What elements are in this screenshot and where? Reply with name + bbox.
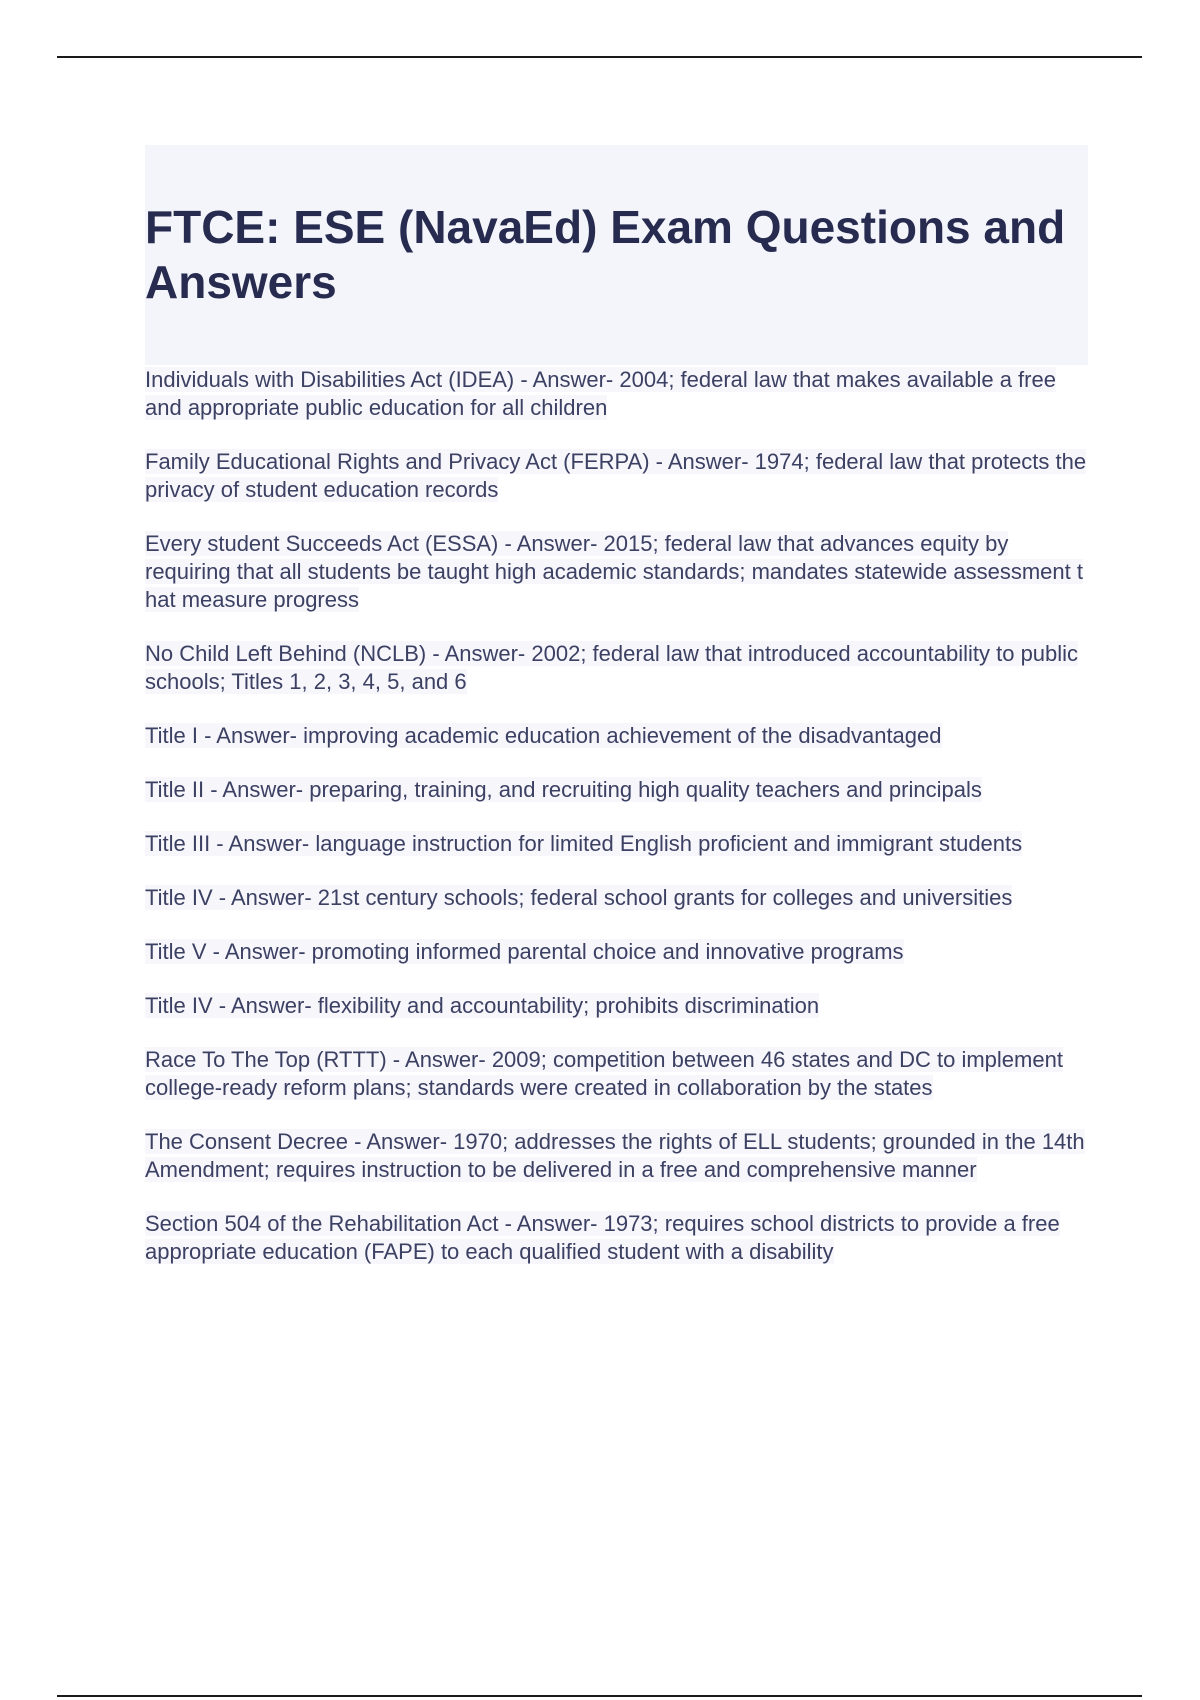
qa-item-idea — [145, 366, 1090, 422]
qa-item-title-iv — [145, 884, 1090, 912]
qa-text: Title IV - Answer- 21st century schools; federal school grants for colleges and universities — [145, 885, 1013, 910]
qa-text: The Consent Decree - Answer- 1970; addresses the rights of ELL students; grounded in the 14th Amendment; requires instruction to be delivered in a free and comprehensive manner — [145, 1129, 1085, 1182]
qa-text: Individuals with Disabilities Act (IDEA) - Answer- 2004; federal law that makes available a free and appropriate public education for all children — [145, 367, 1056, 420]
qa-item-essa — [145, 530, 1090, 614]
bottom-divider — [57, 1695, 1142, 1697]
qa-text: Family Educational Rights and Privacy Act (FERPA) - Answer- 1974; federal law that protects the privacy of student education records — [145, 449, 1087, 502]
qa-item-rttt — [145, 1046, 1090, 1102]
qa-item-title-iv-b — [145, 992, 1090, 1020]
qa-list — [145, 366, 1090, 1292]
qa-item-title-ii — [145, 776, 1090, 804]
qa-text: Title II - Answer- preparing, training, and recruiting high quality teachers and principals — [145, 777, 982, 802]
page-title: FTCE: ESE (NavaEd) Exam Questions and Answers — [145, 201, 1066, 308]
qa-text: Title IV - Answer- flexibility and accountability; prohibits discrimination — [145, 993, 820, 1018]
qa-item-title-iii — [145, 830, 1090, 858]
qa-item-nclb — [145, 640, 1090, 696]
qa-text: Race To The Top (RTTT) - Answer- 2009; competition between 46 states and DC to implement college-ready reform plans; standards were created in collaboration by the states — [145, 1047, 1063, 1100]
qa-text: Every student Succeeds Act (ESSA) - Answer- 2015; federal law that advances equity by requiring that all students be taught high academic standards; mandates statewide assessment t hat measure progress — [145, 531, 1083, 612]
qa-text: Title III - Answer- language instruction for limited English proficient and immigrant students — [145, 831, 1023, 856]
qa-item-title-i — [145, 722, 1090, 750]
qa-text: Section 504 of the Rehabilitation Act - Answer- 1973; requires school districts to provide a free appropriate education (FAPE) to each qualified student with a disability — [145, 1211, 1060, 1264]
qa-text: Title I - Answer- improving academic education achievement of the disadvantaged — [145, 723, 942, 748]
qa-item-consent-decree — [145, 1128, 1090, 1184]
qa-item-section-504 — [145, 1210, 1090, 1266]
qa-text: Title V - Answer- promoting informed parental choice and innovative programs — [145, 939, 904, 964]
qa-item-title-v — [145, 938, 1090, 966]
qa-item-ferpa — [145, 448, 1090, 504]
top-divider — [57, 56, 1142, 58]
qa-text: No Child Left Behind (NCLB) - Answer- 2002; federal law that introduced accountability to public schools; Titles 1, 2, 3, 4, 5, and 6 — [145, 641, 1079, 694]
